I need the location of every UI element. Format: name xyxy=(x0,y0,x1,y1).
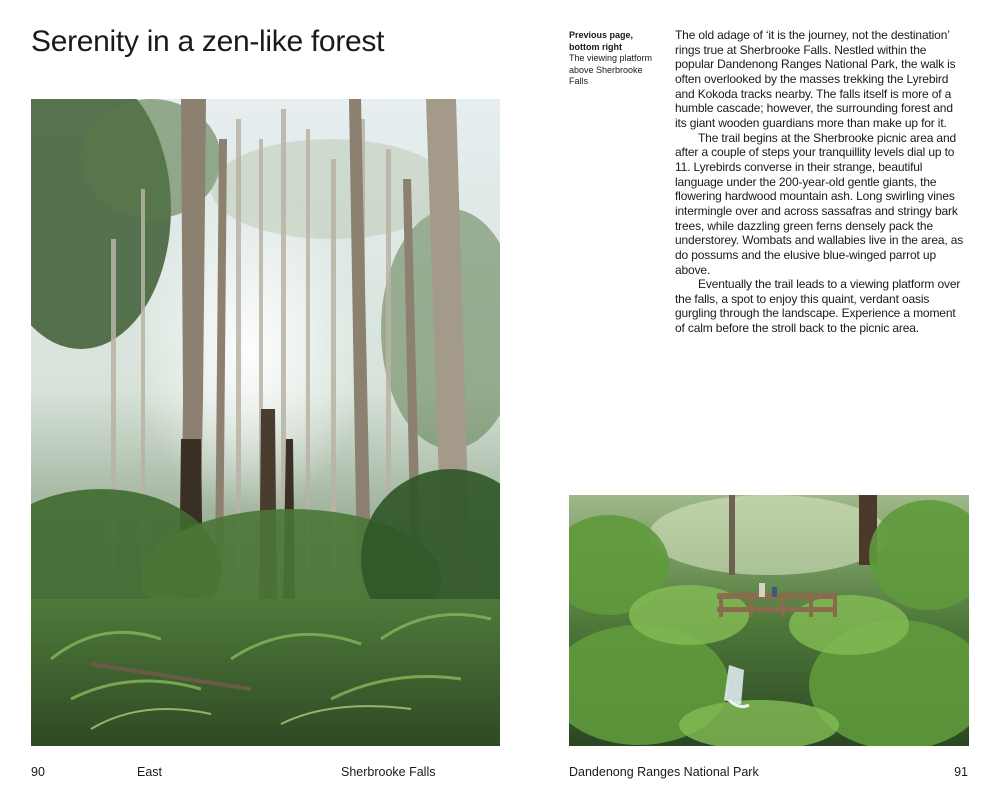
page-title: Serenity in a zen-like forest xyxy=(31,25,385,58)
viewing-platform-illustration xyxy=(569,495,969,746)
photo-caption xyxy=(569,30,659,88)
page-number-right: 91 xyxy=(954,765,968,779)
section-name: East xyxy=(137,765,163,779)
page-number-left: 90 xyxy=(31,765,45,779)
running-footer-place: Sherbrooke Falls xyxy=(341,765,436,779)
running-footer-park: Dandenong Ranges National Park xyxy=(569,765,759,779)
article-body xyxy=(675,28,967,336)
caption-text: The viewing platform above Sherbrooke Falls xyxy=(569,53,653,86)
forest-photo-illustration xyxy=(31,99,500,746)
article-paragraph: The trail begins at the Sherbrooke picnic area and after a couple of steps your tranquillity levels dial up to 11. Lyrebirds converse in their strange, beautiful language under the 200-year-old gentle giants, the flowering hardwood mountain ash. Long swirling vines intermingle over and across sassafras and stringy bark trees, while dazzling green ferns densely pack the understorey. Wombats and wallabies live in the area, as do possums and the elusive blue-winged parrot up above. xyxy=(675,130,964,277)
article-paragraph: Eventually the trail leads to a viewing platform over the falls, a spot to enjoy this quaint, verdant oasis gurgling through the landscape. Experience a moment of calm before the stroll back to the picnic area. xyxy=(675,277,961,336)
viewing-platform-photo xyxy=(569,495,969,746)
caption-heading: Previous page, bottom right xyxy=(569,30,634,52)
forest-photo xyxy=(31,99,500,746)
article-paragraph: The old adage of ‘it is the journey, not the destination’ rings true at Sherbrooke Falls. Nestled within the popular Dandenong Ranges National Park, the walk is often overlooked by the masses trekking the Lyrebird and Kokoda tracks nearby. The falls itself is more of a humble cascade; however, the surrounding forest and its giant wooden guardians more than make up for it. xyxy=(675,28,956,130)
